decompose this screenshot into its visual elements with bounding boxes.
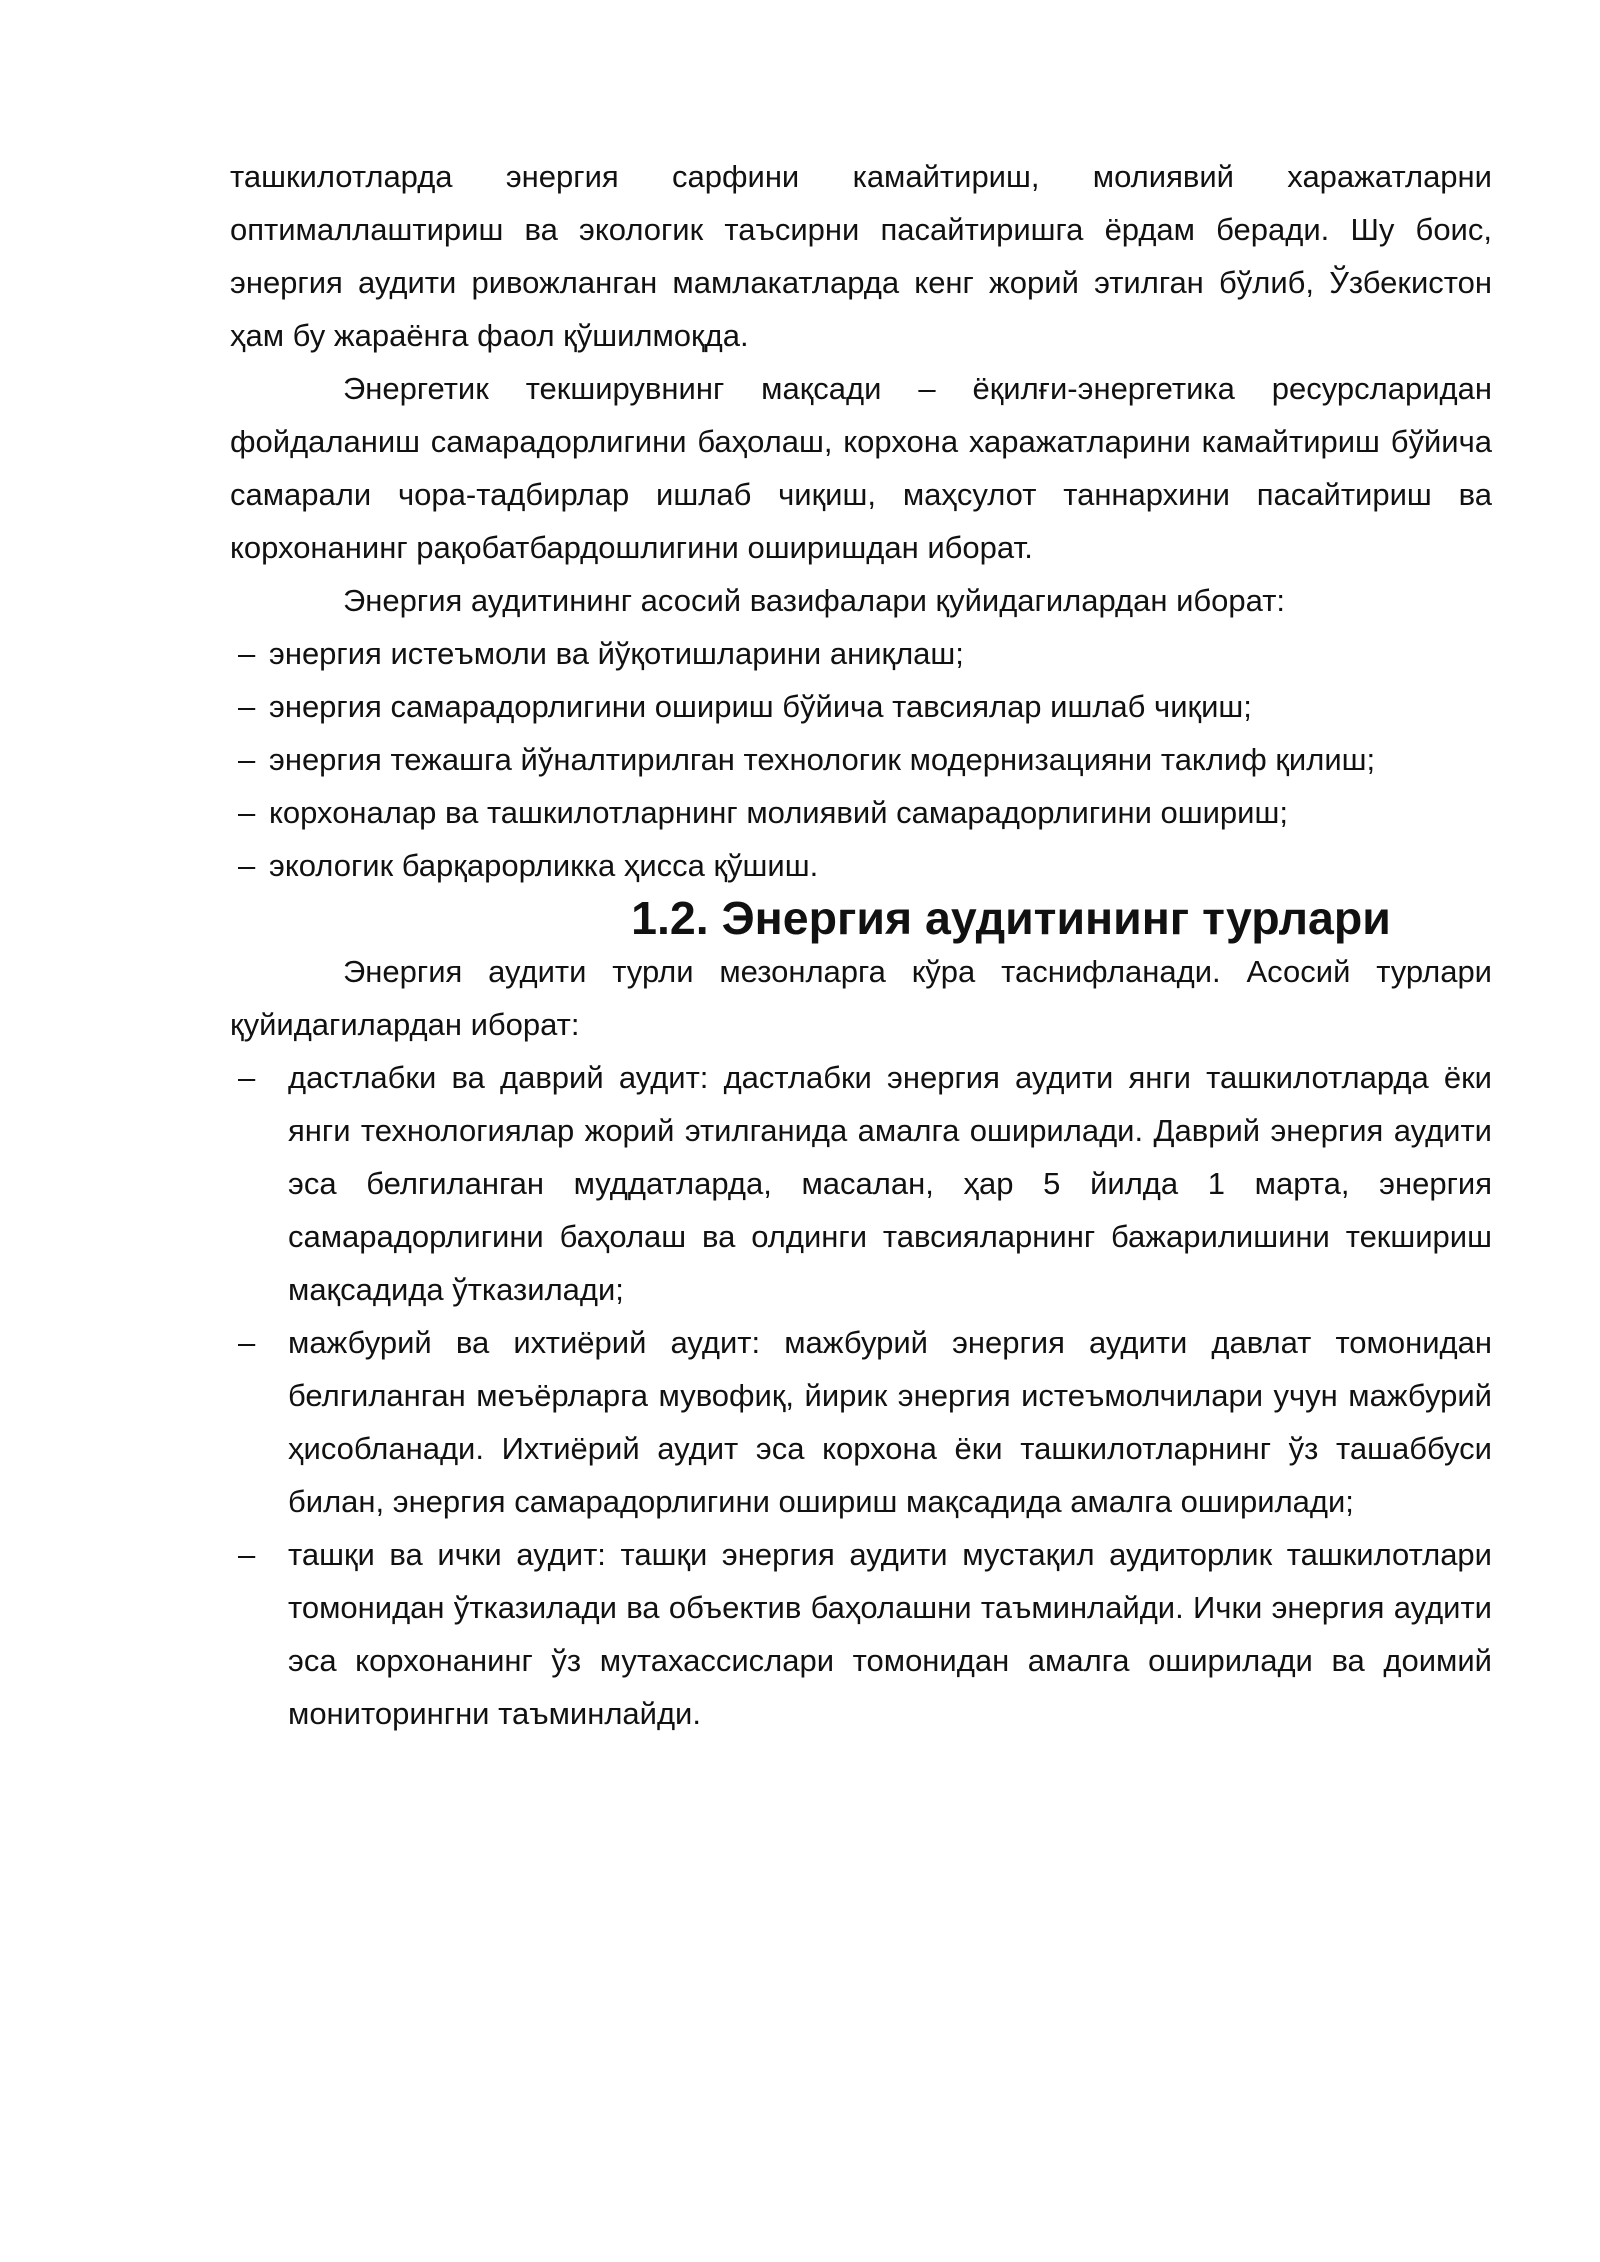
list-item-text: экологик барқарорликка ҳисса қўшиш. (269, 848, 819, 883)
list-item (230, 733, 1492, 786)
dash-marker: – (238, 636, 256, 671)
list-item (230, 627, 1492, 680)
paragraph-types-intro: Энергия аудити турли мезонларга кўра таснифланади. Асосий турлари қуйидагилардан иборат: (230, 954, 1492, 1042)
list-item (230, 680, 1492, 733)
paragraph-continuation: ташкилотларда энергия сарфини камайтириш, молиявий харажатларни оптималлаштириш ва экологик таъсирни пасайтиришга ёрдам беради. Шу боис, энергия аудити ривожланган мамлакатларда кенг жорий этилган бўлиб, Ўзбекистон ҳам бу жараёнга фаол қўшилмоқда. (230, 159, 1492, 353)
dash-marker: – (238, 1060, 256, 1095)
list-item (230, 1316, 1492, 1528)
dash-marker: – (238, 689, 256, 724)
list-item-text: энергия самарадорлигини ошириш бўйича тавсиялар ишлаб чиқиш; (269, 689, 1252, 724)
list-item (230, 839, 1492, 892)
dash-marker: – (238, 795, 256, 830)
dash-marker: – (238, 1325, 256, 1360)
list-item-text: ташқи ва ички аудит: ташқи энергия аудити мустақил аудиторлик ташкилотлари томонидан ўтказилади ва объектив баҳолашни таъминлайди. Ички энергия аудити эса корхонанинг ўз мутахассислари томонидан амалга оширилади ва доимий мониторингни таъминлайди. (288, 1537, 1492, 1731)
list-item-text: энергия истеъмоли ва йўқотишларини аниқлаш; (269, 636, 964, 671)
list-item-text: дастлабки ва даврий аудит: дастлабки энергия аудити янги ташкилотларда ёки янги технологиялар жорий этилганида амалга оширилади. Даврий энергия аудити эса белгиланган муддатларда, масалан, ҳар 5 йилда 1 марта, энергия самарадорлигини баҳолаш ва олдинги тавсияларнинг бажарилишини текшириш мақсадида ўтказилади; (288, 1060, 1492, 1307)
document-page (230, 150, 1492, 1740)
list-item-text: корхоналар ва ташкилотларнинг молиявий самарадорлигини ошириш; (269, 795, 1288, 830)
paragraph-audit-goal: Энергетик текширувнинг мақсади – ёқилғи-энергетика ресурсларидан фойдаланиш самарадорлигини баҳолаш, корхона харажатларини камайтириш бўйича самарали чора-тадбирлар ишлаб чиқиш, маҳсулот таннархини пасайтириш ва корхонанинг рақобатбардошлигини оширишдан иборат. (230, 371, 1492, 565)
paragraph-tasks-intro: Энергия аудитининг асосий вазифалари қуйидагилардан иборат: (343, 583, 1286, 618)
dash-marker: – (238, 848, 256, 883)
list-item (230, 786, 1492, 839)
list-item (230, 1528, 1492, 1740)
list-item-text: энергия тежашга йўналтирилган технологик модернизацияни таклиф қилиш; (269, 742, 1376, 777)
dash-marker: – (238, 1537, 256, 1572)
dash-marker: – (238, 742, 256, 777)
audit-types-list (230, 1051, 1492, 1740)
tasks-list (230, 627, 1492, 892)
section-heading: 1.2. Энергия аудитининг турлари (631, 892, 1391, 944)
list-item (230, 1051, 1492, 1316)
list-item-text: мажбурий ва ихтиёрий аудит: мажбурий энергия аудити давлат томонидан белгиланган меъёрларга мувофиқ, йирик энергия истеъмолчилари учун мажбурий ҳисобланади. Ихтиёрий аудит эса корхона ёки ташкилотларнинг ўз ташаббуси билан, энергия самарадорлигини ошириш мақсадида амалга оширилади; (288, 1325, 1492, 1519)
